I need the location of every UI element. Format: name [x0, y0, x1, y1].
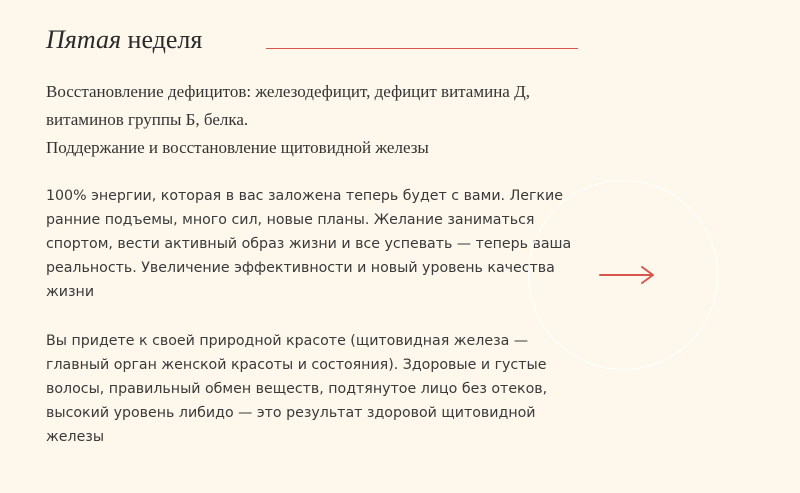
arrow-right-icon[interactable] [598, 264, 656, 286]
subtitle-line-deficits: Восстановление дефицитов: железодефицит, дефицит витамина Д, витаминов группы Б, белка. [46, 82, 530, 129]
paragraph-beauty: Вы придете к своей природной красоте (щитовидная железа — главный орган женской красоты и состояния). Здоровые и густые волосы, правильный обмен веществ, подтянутое лицо без отеков, высокий уровень либидо — это результат здоровой щитовидной железы [46, 333, 548, 445]
paragraph-energy: 100% энергии, которая в вас заложена теперь будет с вами. Легкие ранние подъемы, много сил, новые планы. Желание заниматься спортом, вести активный образ жизни и все успевать — теперь ваша реальность. Увеличение эффективности и новый уровень качества жизни [46, 188, 572, 300]
heading-rest: неделя [127, 25, 203, 54]
subtitle-line-thyroid: Поддержание и восстановление щитовидной железы [46, 138, 429, 157]
heading-divider [266, 48, 578, 49]
heading-italic: Пятая [46, 25, 122, 54]
subtitle [46, 78, 606, 162]
section-heading [46, 22, 202, 58]
